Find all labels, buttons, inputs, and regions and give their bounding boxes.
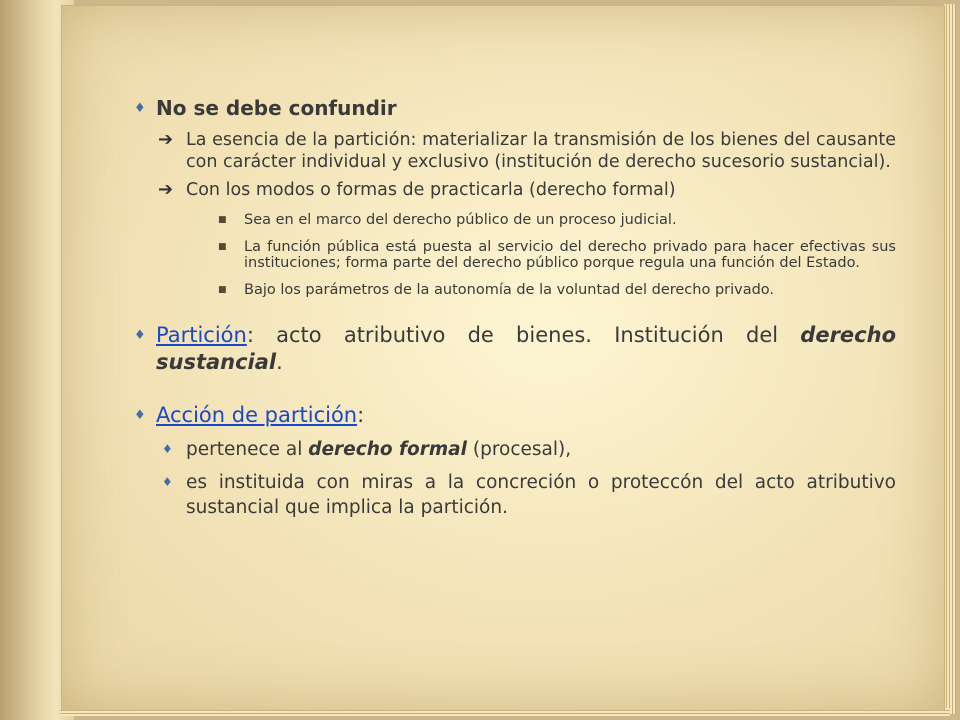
- diamond-bullet-icon: ♦: [162, 442, 173, 456]
- sub-item-modos: [124, 179, 896, 201]
- arrow-bullet-icon: ➔: [158, 129, 174, 150]
- slide-content: [124, 96, 896, 520]
- pertenece-emphasis: derecho formal: [308, 439, 467, 460]
- diamond-bullet-icon: ♦: [134, 101, 146, 116]
- bullet-item-particion: [124, 322, 896, 376]
- item-title: No se debe confundir: [156, 96, 397, 120]
- sub-item-pertenece: [124, 437, 896, 462]
- sub-item-esencia: [124, 129, 896, 173]
- sub-item-instituida: [124, 470, 896, 520]
- accion-particion-link[interactable]: Acción de partición: [156, 403, 358, 427]
- point-text: Sea en el marco del derecho público de un proceso judicial.: [244, 212, 677, 228]
- sub-item-text: Con los modos o formas de practicarla (derecho formal): [186, 180, 676, 200]
- particion-text: : acto atributivo de bienes. Institución del: [246, 323, 801, 347]
- particion-emphasis: derecho sustancial: [156, 323, 896, 374]
- page-edge-right: [944, 4, 956, 714]
- point-item: [124, 282, 896, 298]
- diamond-bullet-icon: ♦: [162, 475, 173, 489]
- pertenece-pre: pertenece al: [186, 439, 309, 460]
- point-text: La función pública está puesta al servicio del derecho privado para hacer efectivas sus instituciones; forma parte del derecho público porque regula una función del Estado.: [244, 239, 896, 271]
- square-bullet-icon: ■: [218, 215, 227, 225]
- point-text: Bajo los parámetros de la autonomía de la voluntad del derecho privado.: [244, 282, 775, 298]
- particion-link[interactable]: Partición: [156, 323, 247, 347]
- pertenece-post: (procesal),: [467, 439, 572, 460]
- point-item: [124, 212, 896, 228]
- arrow-bullet-icon: ➔: [158, 179, 174, 200]
- particion-end: .: [276, 350, 283, 374]
- diamond-bullet-icon: ♦: [134, 328, 146, 343]
- sub-item-text: La esencia de la partición: materializar la transmisión de los bienes del causante con carácter individual y exclusivo (institución de derecho sucesorio sustancial).: [186, 130, 896, 172]
- instituida-text: es instituida con miras a la concreción o proteccón del acto atributivo sustancial que implica la partición.: [186, 472, 896, 518]
- accion-end: :: [357, 403, 365, 427]
- diamond-bullet-icon: ♦: [134, 408, 146, 423]
- bullet-item-confundir: [124, 96, 896, 121]
- point-item: [124, 239, 896, 271]
- square-bullet-icon: ■: [218, 285, 227, 295]
- bullet-item-accion: [124, 402, 896, 429]
- square-bullet-icon: ■: [218, 242, 227, 252]
